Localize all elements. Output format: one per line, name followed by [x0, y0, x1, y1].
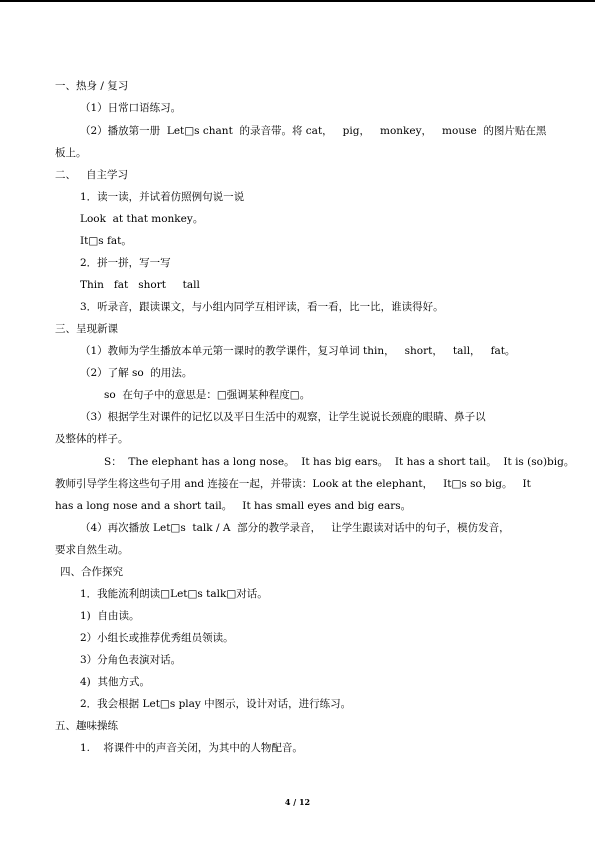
- paragraph-line: 3．听录音，跟读课文，与小组内同学互相评读，看一看，比一比，谁读得好。: [80, 301, 444, 313]
- paragraph-line: 2．我会根据 Let□s play 中图示，设计对话，进行练习。: [80, 698, 352, 710]
- paragraph-line: Thin fat short tall: [80, 279, 200, 291]
- paragraph-line: （2）播放第一册 Let□s chant 的录音带。将 cat， pig， monkey， mouse 的图片贴在黑: [80, 125, 547, 137]
- paragraph-line: 2）小组长或推荐优秀组员领读。: [80, 632, 234, 644]
- paragraph-line: has a long nose and a short tail。 It has small eyes and big ears。: [55, 500, 412, 512]
- paragraph-line: （2）了解 so 的用法。: [80, 367, 193, 379]
- paragraph-line: （4）再次播放 Let□s talk / A 部分的教学录音， 让学生跟读对话中的句子，模仿发音，: [80, 522, 510, 534]
- paragraph-line: 3）分角色表演对话。: [80, 654, 182, 666]
- paragraph-line: 要求自然生动。: [55, 544, 129, 556]
- section-heading-warmup: 一、热身 / 复习: [55, 80, 129, 92]
- paragraph-line: It□s fat。: [80, 235, 132, 247]
- paragraph-line: 2．拼一拼，写一写: [80, 257, 171, 269]
- paragraph-line: 板上。: [55, 147, 87, 159]
- paragraph-line: 教师引导学生将这些句子用 and 连接在一起，并带读：Look at the elephant， It□s so big。 It: [55, 478, 531, 490]
- paragraph-line: （1）日常口语练习。: [80, 102, 182, 114]
- section-heading-self-study: 二、 自主学习: [55, 169, 129, 181]
- paragraph-line: so 在句子中的意思是：□强调某种程度□。: [104, 389, 311, 401]
- paragraph-line: （3）根据学生对课件的记忆以及平日生活中的观察，让学生说说长颈鹿的眼睛、鼻子以: [80, 411, 486, 423]
- paragraph-line: 1．读一读，并试着仿照例句说一说: [80, 191, 245, 203]
- section-heading-practice: 五、趣味操练: [55, 720, 118, 732]
- paragraph-line: 1. 将课件中的声音关闭，为其中的人物配音。: [80, 742, 303, 754]
- paragraph-line: 1．我能流利朗读□Let□s talk□对话。: [80, 588, 268, 600]
- paragraph-line: 及整体的样子。: [55, 433, 129, 445]
- page-number: 4 / 12: [284, 797, 311, 807]
- paragraph-line: Look at that monkey。: [80, 213, 204, 225]
- top-border-line: [0, 0, 595, 2]
- paragraph-line: （1）教师为学生播放本单元第一课时的教学课件，复习单词 thin， short， tall， fat。: [80, 345, 516, 357]
- paragraph-line: S： The elephant has a long nose。 It has big ears。 It has a short tail。 It is (so)big。: [104, 456, 575, 468]
- section-heading-new-lesson: 三、呈现新课: [55, 323, 118, 335]
- paragraph-line: 1) 自由读。: [80, 610, 140, 622]
- section-heading-cooperation: 四、合作探究: [60, 566, 123, 578]
- paragraph-line: 4) 其他方式。: [80, 676, 150, 688]
